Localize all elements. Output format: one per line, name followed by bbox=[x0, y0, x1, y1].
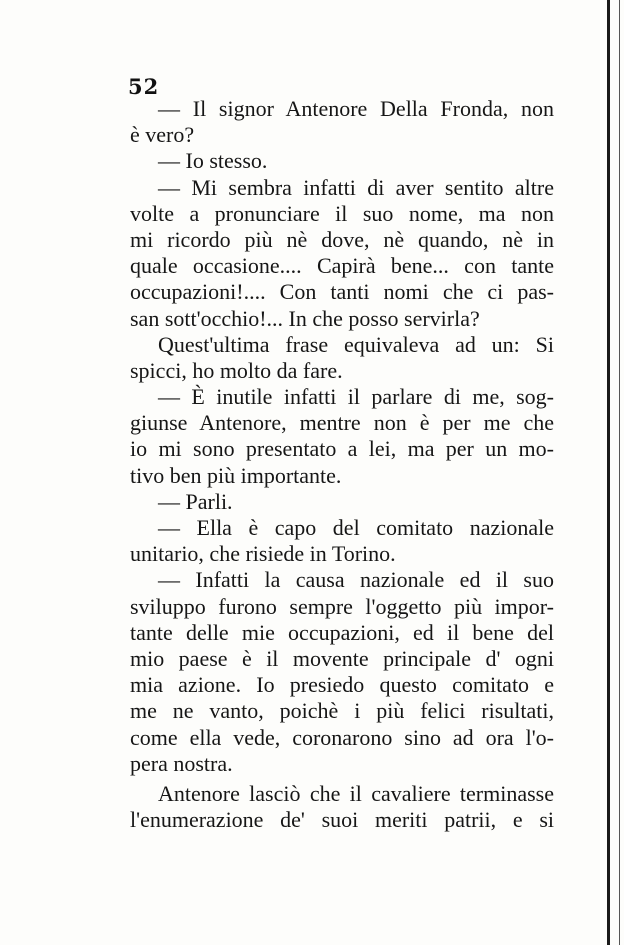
text-line: spicci, ho molto da fare. bbox=[130, 357, 343, 383]
text-line: Antenore lasciò che il cavaliere terminasse bbox=[158, 780, 554, 806]
text-line: — È inutile infatti il parlare di me, sog- bbox=[158, 384, 554, 410]
text-line: tivo ben più importante. bbox=[130, 462, 342, 488]
text-line: tante delle mie occupazioni, ed il bene del bbox=[130, 619, 554, 645]
text-line: unitario, che risiede in Torino. bbox=[130, 541, 396, 567]
text-line: l'enumerazione de' suoi meriti patrii, e si bbox=[130, 807, 554, 833]
text-line: — Mi sembra infatti di aver sentito altre bbox=[158, 174, 554, 200]
page-edge-shadow bbox=[607, 0, 610, 945]
text-line: — Ella è capo del comitato nazionale bbox=[158, 515, 554, 540]
text-line: quale occasione.... Capirà bene... con tante bbox=[130, 253, 554, 279]
text-line: volte a pronunciare il suo nome, ma non bbox=[130, 200, 554, 226]
text-line: pera nostra. bbox=[130, 750, 233, 776]
text-line: san sott'occhio!... In che posso servirla? bbox=[130, 305, 480, 331]
text-line: giunse Antenore, mentre non è per me che bbox=[130, 410, 554, 436]
text-line: come ella vede, coronarono sino ad ora l'o- bbox=[130, 724, 554, 750]
text-line: io mi sono presentato a lei, ma per un mo- bbox=[130, 436, 554, 462]
text-line: — Il signor Antenore Della Fronda, non bbox=[158, 96, 554, 121]
body-text bbox=[130, 96, 554, 833]
text-line: — Io stesso. bbox=[158, 148, 268, 174]
text-line: è vero? bbox=[130, 122, 195, 148]
text-line: mia azione. Io presiedo questo comitato e bbox=[130, 672, 554, 698]
text-line: mio paese è il movente principale d' ogni bbox=[130, 645, 554, 671]
text-line: mi ricordo più nè dove, nè quando, nè in bbox=[130, 226, 554, 252]
page-number: 52 bbox=[128, 74, 160, 99]
text-line: — Parli. bbox=[158, 488, 233, 514]
text-line: occupazioni!.... Con tanti nomi che ci pas- bbox=[130, 279, 554, 305]
text-line: Quest'ultima frase equivaleva ad un: Si bbox=[158, 331, 554, 357]
page-edge-line bbox=[619, 0, 620, 945]
text-line: sviluppo furono sempre l'oggetto più impor- bbox=[130, 593, 554, 619]
text-line: — Infatti la causa nazionale ed il suo bbox=[158, 567, 554, 593]
text-line: me ne vanto, poichè i più felici risultati, bbox=[130, 698, 554, 724]
